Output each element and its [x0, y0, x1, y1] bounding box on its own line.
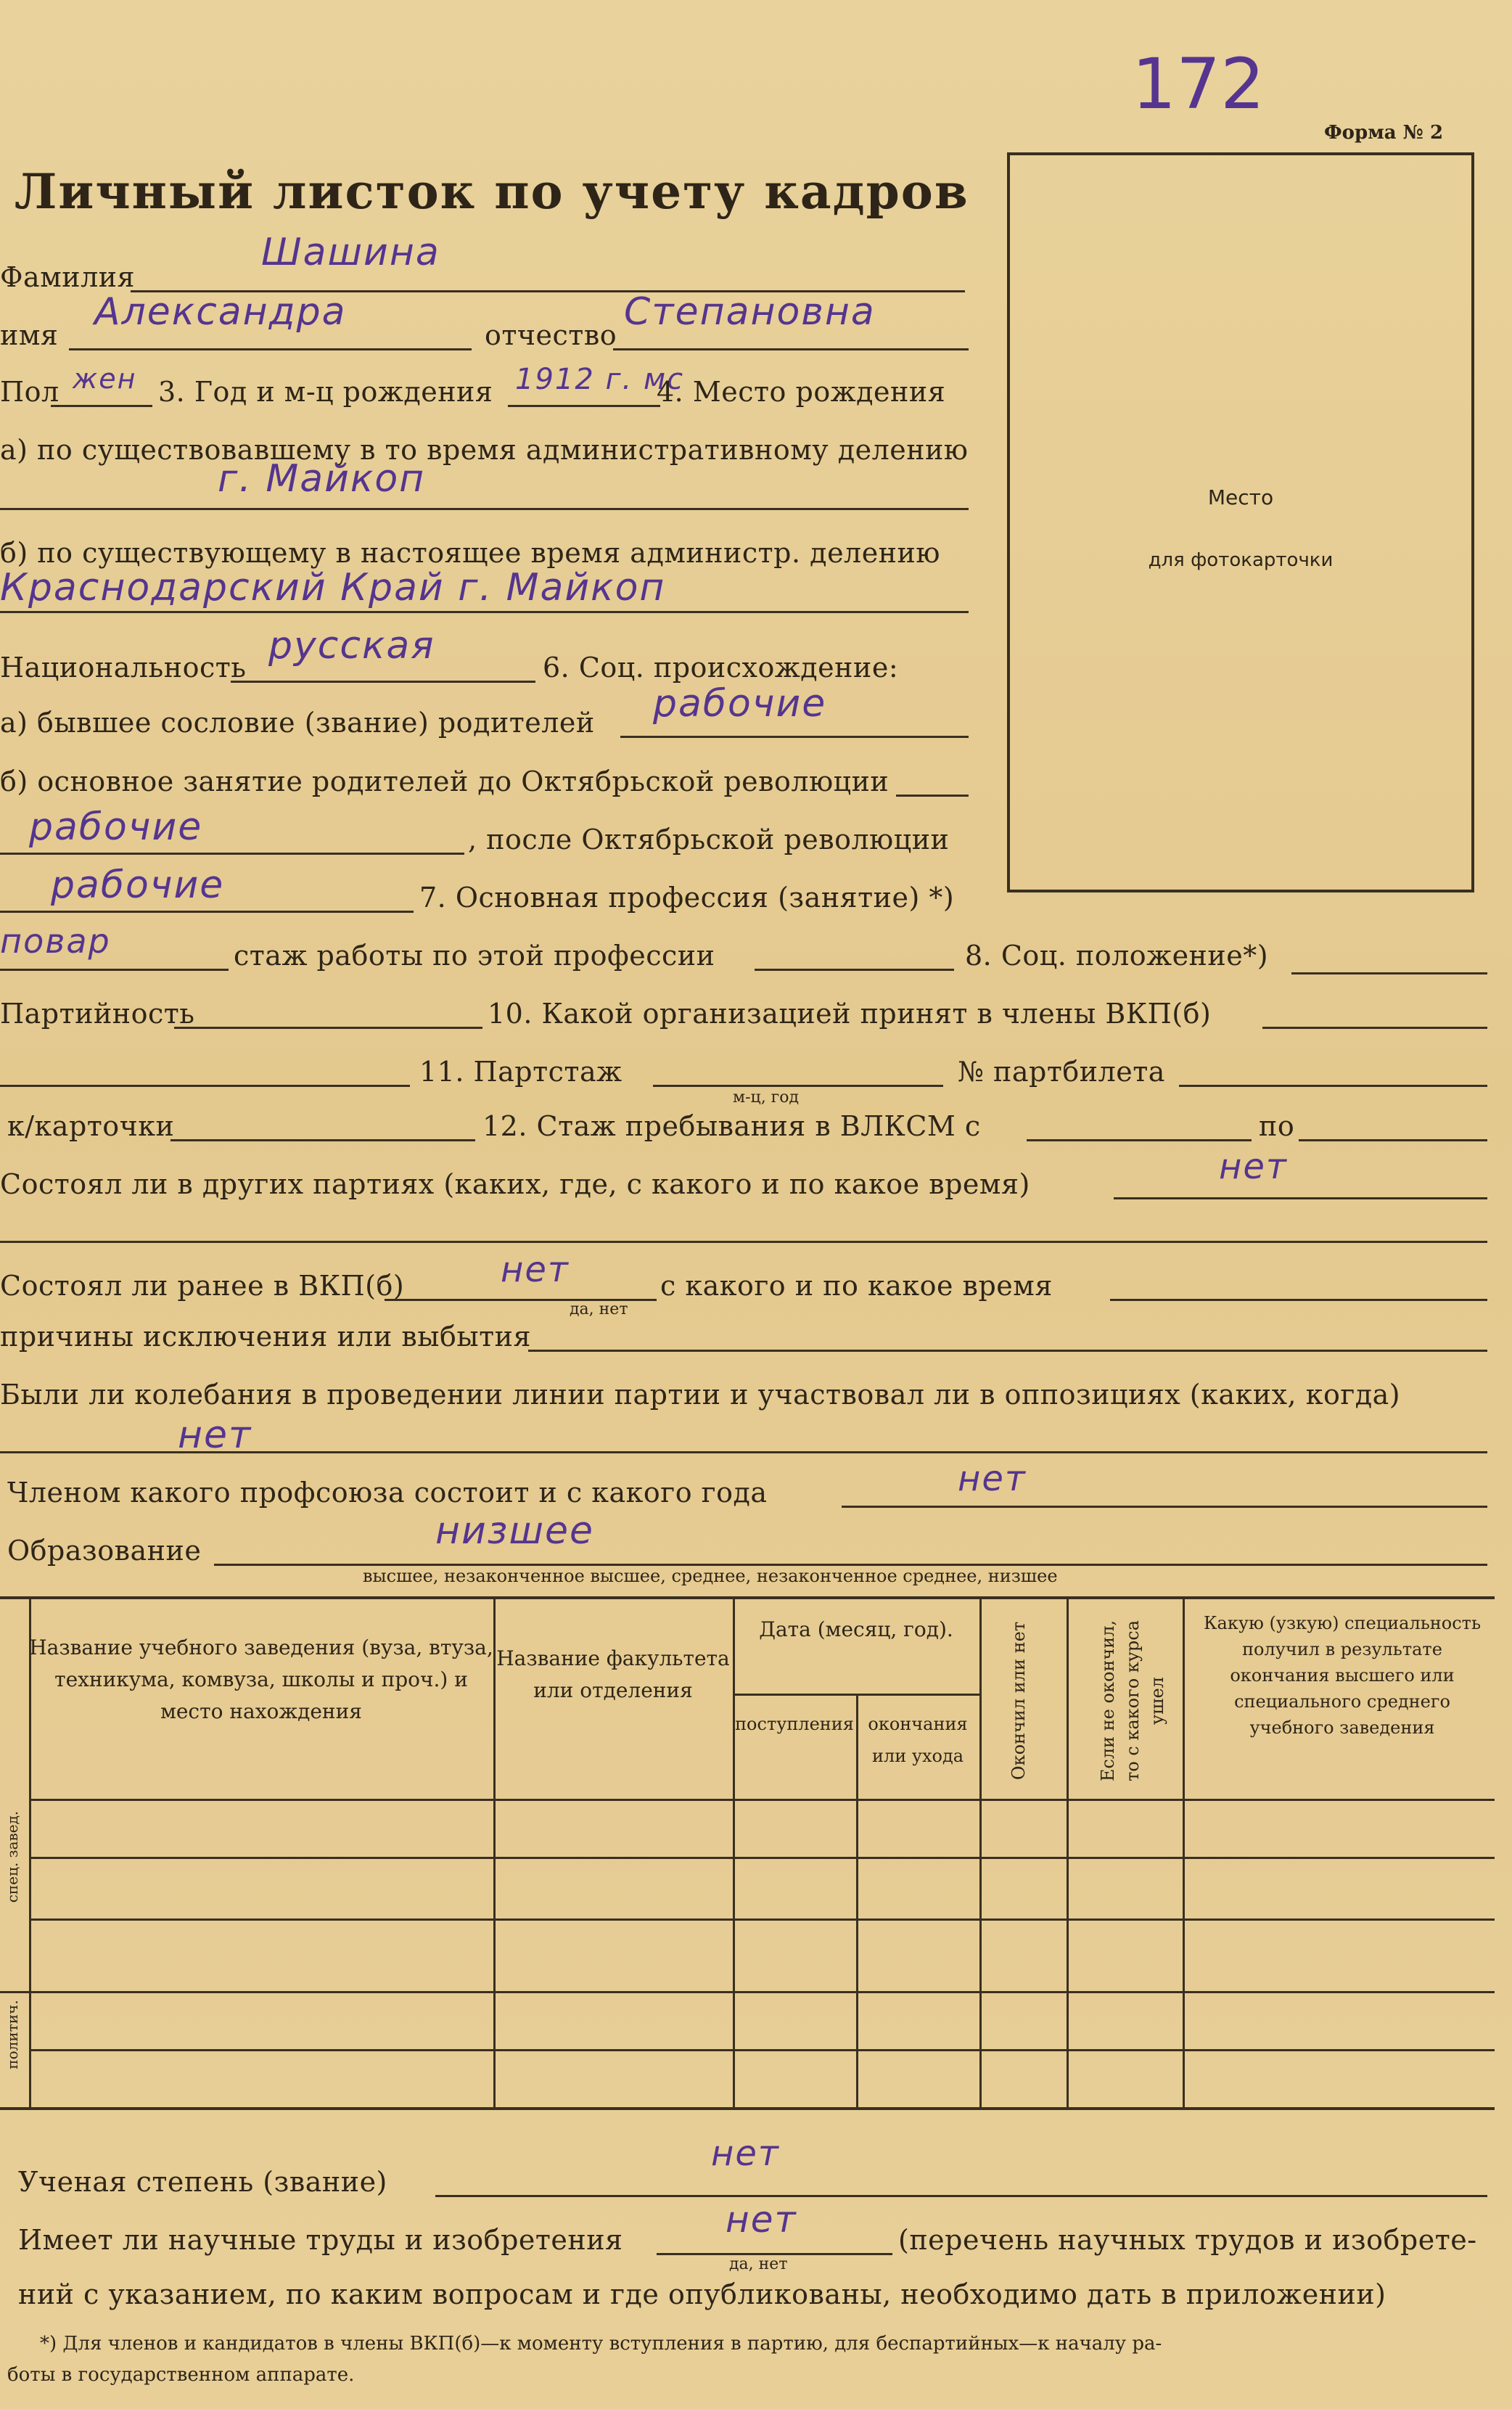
- after-revolution-label: , после Октябрьской революции: [468, 824, 950, 855]
- party-line: [174, 1027, 482, 1029]
- vlksm-to-line: [1299, 1139, 1487, 1141]
- admin-new-line: [0, 611, 969, 613]
- education-value: низшее: [435, 1509, 595, 1553]
- occupation-before-line: [0, 853, 464, 855]
- social-origin-label: 6. Соц. происхождение:: [543, 652, 899, 684]
- candidate-card-label: к/карточки: [7, 1110, 175, 1142]
- surname-label: Фамилия: [0, 261, 136, 293]
- table-col-graduated: Окончил или нет: [1008, 1621, 1029, 1781]
- party-label: Партийность: [0, 998, 195, 1030]
- patronymic-value: Степановна: [624, 290, 876, 334]
- table-col-faculty: Название факультета или отделения: [496, 1646, 730, 1702]
- party-card-label: № партбилета: [958, 1056, 1165, 1088]
- profession-value: повар: [0, 922, 111, 961]
- party-org-line: [1262, 1027, 1487, 1029]
- occupation-after-value: рабочие: [51, 863, 225, 907]
- works-label: Имеет ли научные труды и изобретения: [18, 2224, 623, 2256]
- admin-new-label: б) по существующему в настоящее время администр. делению: [0, 537, 940, 569]
- estate-label: а) бывшее сословие (звание) родителей: [0, 707, 595, 739]
- earlier-vkp-period-line: [1110, 1299, 1487, 1301]
- birthplace-label: 4. Место рождения: [657, 376, 946, 408]
- footnote-line1: *) Для членов и кандидатов в члены ВКП(б)—к моменту вступления в партию, для беспартийных—к началу ра-: [40, 2333, 1162, 2355]
- oppositions-line: [0, 1451, 1487, 1453]
- table-col-institution: Название учебного заведения (вуза, втуза, техникума, комвуза, школы и проч.) и место нахождения: [29, 1636, 493, 1723]
- occupation-after-line: [0, 911, 414, 913]
- oppositions-value: нет: [178, 1413, 252, 1457]
- name-label: имя: [0, 319, 59, 351]
- profession-label: 7. Основная профессия (занятие) *): [419, 882, 955, 914]
- photo-placeholder: [1007, 152, 1474, 892]
- union-value: нет: [958, 1458, 1027, 1499]
- birth-value: 1912 г. мс: [515, 363, 685, 396]
- education-label: Образование: [7, 1535, 202, 1567]
- admin-old-line: [0, 508, 969, 510]
- degree-value: нет: [711, 2133, 780, 2174]
- admin-new-value: Краснодарский Край г. Майкоп: [0, 566, 666, 610]
- table-side-label-1: спец. завед.: [4, 1810, 21, 1903]
- vlksm-to-label: по: [1259, 1110, 1295, 1142]
- vlksm-label: 12. Стаж пребывания в ВЛКСМ с: [482, 1110, 981, 1142]
- photo-label-line1: Место: [1207, 485, 1274, 509]
- table-col-finished: окончания или ухода: [868, 1714, 968, 1766]
- patronymic-label: отчество: [485, 319, 617, 351]
- footnote-line2: боты в государственном аппарате.: [7, 2364, 355, 2386]
- other-parties-value: нет: [1219, 1146, 1288, 1187]
- degree-label: Ученая степень (звание): [18, 2166, 387, 2198]
- party-experience-label: 11. Партстаж: [419, 1056, 623, 1088]
- nationality-value: русская: [268, 624, 435, 668]
- union-line: [842, 1506, 1487, 1508]
- nationality-label: Национальность: [0, 652, 247, 684]
- nationality-line: [231, 681, 535, 683]
- vlksm-from-line: [1027, 1139, 1252, 1141]
- works-list-line2: ний с указанием, по каким вопросам и где опубликованы, необходимо дать в приложении): [18, 2278, 1386, 2310]
- education-table: [0, 1596, 1495, 2110]
- party-card-line: [1179, 1085, 1487, 1087]
- birth-label: 3. Год и м-ц рождения: [158, 376, 493, 408]
- degree-line: [435, 2195, 1487, 2197]
- sex-label: Пол: [0, 376, 59, 408]
- admin-old-value: г. Майкоп: [218, 457, 426, 501]
- party-experience-line: [653, 1085, 943, 1087]
- party-org-line-2: [0, 1085, 410, 1087]
- estate-line: [620, 736, 969, 738]
- table-col-left-course: Если не окончил, то с какого курса ушел: [1098, 1620, 1167, 1782]
- oppositions-label: Были ли колебания в проведении линии партии и участвовал ли в оппозициях (каких, когда): [0, 1379, 1401, 1411]
- form-number: Форма № 2: [1324, 122, 1444, 144]
- form-title: Личный листок по учету кадров: [15, 163, 969, 220]
- name-value: Александра: [94, 290, 347, 334]
- exclusion-label: причины исключения или выбытия: [0, 1321, 531, 1353]
- earlier-vkp-label: Состоял ли ранее в ВКП(б): [0, 1270, 405, 1302]
- social-status-line: [1291, 972, 1487, 974]
- social-status-label: 8. Соц. положение*): [965, 940, 1269, 972]
- experience-line: [755, 969, 954, 971]
- estate-value: рабочие: [653, 682, 827, 726]
- name-line: [69, 348, 472, 350]
- table-col-dates: Дата (месяц, год).: [759, 1617, 953, 1641]
- earlier-vkp-sub: да, нет: [570, 1300, 628, 1318]
- sex-line: [51, 405, 152, 407]
- sex-value: жен: [73, 363, 137, 395]
- archive-number: 172: [1132, 44, 1265, 125]
- earlier-vkp-period-label: с какого и по какое время: [660, 1270, 1053, 1302]
- works-list-label: (перечень научных трудов и изобрете-: [898, 2224, 1477, 2256]
- works-sub: да, нет: [729, 2255, 788, 2273]
- table-col-enrolled: поступления: [735, 1714, 854, 1734]
- photo-label-line2: для фотокарточки: [1148, 549, 1334, 571]
- table-side-label-2: политич.: [4, 2000, 21, 2069]
- experience-label: стаж работы по этой профессии: [234, 940, 715, 972]
- occupation-before-value: рабочие: [29, 805, 203, 849]
- table-col-speciality: Какую (узкую) специальность получил в результате окончания высшего или специального среднего учебного заведения: [1203, 1613, 1482, 1738]
- parents-occupation-label: б) основное занятие родителей до Октябрьской революции: [0, 766, 889, 797]
- party-experience-sub: м-ц, год: [733, 1088, 799, 1107]
- admin-old-label: а) по существовавшему в то время административному делению: [0, 434, 969, 466]
- union-label: Членом какого профсоюза состоит и с какого года: [7, 1477, 768, 1509]
- party-org-label: 10. Какой организацией принят в члены ВКП(б): [488, 998, 1212, 1030]
- parents-occupation-line: [896, 795, 969, 797]
- education-sub: высшее, незаконченное высшее, среднее, незаконченное среднее, низшее: [363, 1566, 1058, 1586]
- earlier-vkp-value: нет: [501, 1249, 570, 1290]
- birth-line: [508, 405, 660, 407]
- other-parties-line-2: [0, 1241, 1487, 1243]
- profession-line: [0, 969, 229, 971]
- works-value: нет: [726, 2199, 797, 2241]
- exclusion-line: [528, 1350, 1487, 1352]
- candidate-card-line: [170, 1139, 475, 1141]
- patronymic-line: [613, 348, 969, 350]
- surname-value: Шашина: [261, 231, 440, 274]
- other-parties-line: [1114, 1197, 1487, 1199]
- other-parties-label: Состоял ли в других партиях (каких, где, с какого и по какое время): [0, 1168, 1030, 1200]
